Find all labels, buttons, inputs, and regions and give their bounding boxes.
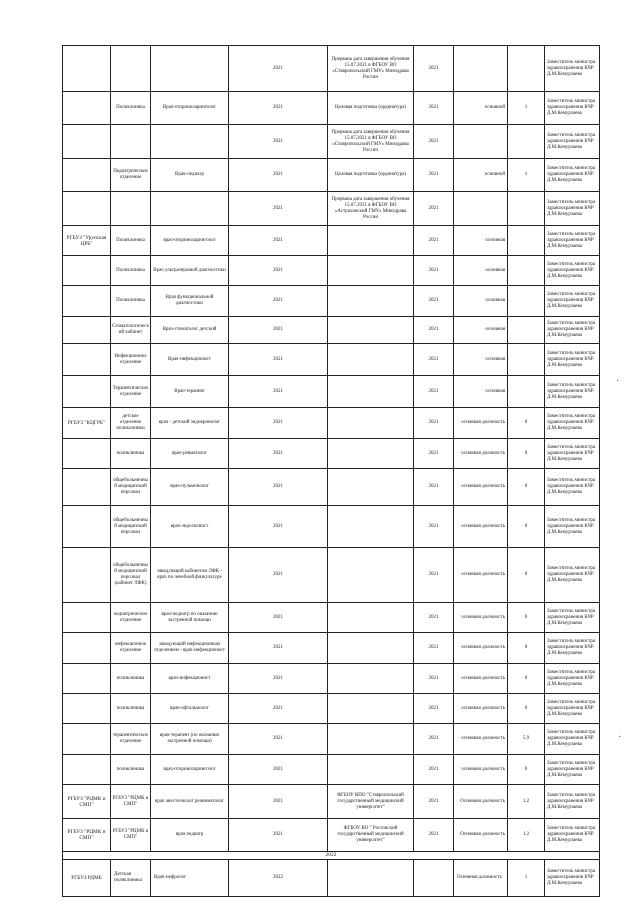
position-cell: врач-офтальмолог [151,694,229,724]
table-row [63,633,600,664]
year-cell: 2021 [229,548,328,603]
org-cell [63,469,111,506]
year-cell: 2021 [229,256,328,286]
unit-cell: Детская поликлиника [111,860,151,897]
kind-cell: основная должность [454,469,508,506]
org-cell [63,603,111,633]
position-cell: Врач-стоматолог детский [151,317,229,344]
reason-cell [328,724,414,755]
table-row [63,506,600,548]
signatory-cell: Заместитель министра здравоохранения КЧР Д.М.Кемурзаева [545,286,600,317]
signatory-cell: Заместитель министра здравоохранения КЧР Д.М.Кемурзаева [545,633,600,664]
unit-cell [111,46,151,92]
rate-cell: 1 [508,860,545,897]
rate-cell [508,256,545,286]
signatory-cell: Заместитель министра здравоохранения КЧР Д.М.Кемурзаева [545,755,600,785]
position-cell: врач - детский эндокринолог [151,408,229,439]
kind-cell: основная [454,376,508,408]
reason-cell: ФГБОУ ВПО "Ставропольский государственный медицинский университет" [328,785,414,819]
reason-cell [328,376,414,408]
vacancy-table [62,45,600,897]
year-cell: 2021 [229,376,328,408]
unit-cell: общебольничный медицинский персонал [111,506,151,548]
rate-cell [508,46,545,92]
start-year-cell: 2021 [414,469,454,506]
kind-cell: основной [454,159,508,192]
year-cell: 2021 [229,785,328,819]
year-cell: 2021 [229,46,328,92]
reason-cell [328,439,414,469]
org-cell [63,724,111,755]
position-cell: заведующий кабинетом ЛФК - врач по лечебной физкультуре [151,548,229,603]
position-cell: врач-пульмонолог [151,469,229,506]
start-year-cell: 2021 [414,724,454,755]
table-row [63,286,600,317]
position-cell: врач анестезиолог реаниматолог [151,785,229,819]
start-year-cell: 2021 [414,192,454,226]
signatory-cell: Заместитель министра здравоохранения КЧР Д.М.Кемурзаева [545,226,600,256]
unit-cell: инфекционное отделение [111,633,151,664]
signatory-cell: Заместитель министра здравоохранения КЧР Д.М.Кемурзаева [545,46,600,92]
unit-cell: общебольничный медицинский персонал (кабинет ЛФК) [111,548,151,603]
position-cell: врач-оториноларинголог [151,226,229,256]
org-cell [63,46,111,92]
org-cell [63,92,111,125]
rate-cell: 0 [508,633,545,664]
table-row [63,755,600,785]
org-cell: РГБУЗ "РЦМК и СМП" [63,785,111,819]
kind-cell: основной [454,92,508,125]
reason-cell [328,226,414,256]
year-cell: 2021 [229,344,328,376]
year-cell: 2021 [229,226,328,256]
year-cell: 2021 [229,286,328,317]
year-cell: 2021 [229,819,328,852]
year-cell: 2021 [229,439,328,469]
table-row [63,819,600,852]
year-cell: 2021 [229,633,328,664]
unit-cell: поликлиника [111,694,151,724]
start-year-cell: 2021 [414,439,454,469]
reason-cell: Целевая подготовка (ординатура) [328,92,414,125]
table-row [63,46,600,92]
position-cell: Врач-инфекционист [151,344,229,376]
kind-cell: основная должность [454,755,508,785]
start-year-cell [414,860,454,897]
kind-cell: основная должность [454,724,508,755]
org-cell [63,664,111,694]
org-cell [63,256,111,286]
kind-cell: основная должность [454,633,508,664]
signatory-cell: Заместитель министра здравоохранения КЧР Д.М.Кемурзаева [545,376,600,408]
unit-cell: Педиатрическое отделение [111,159,151,192]
position-cell: врач-эндоскопист [151,506,229,548]
reason-cell [328,286,414,317]
signatory-cell: Заместитель министра здравоохранения КЧР Д.М.Кемурзаева [545,724,600,755]
start-year-cell: 2021 [414,256,454,286]
position-cell: Врач ультразвуковой диагностики [151,256,229,286]
year-cell: 2021 [229,506,328,548]
kind-cell: Основная должность [454,785,508,819]
rate-cell: 1 [508,159,545,192]
year-cell: 2021 [229,755,328,785]
unit-cell: Поликлиника [111,226,151,256]
position-cell: врач-педиатр по оказанию экстренной помощи [151,603,229,633]
table-row [63,860,600,897]
table-row [63,125,600,159]
table-row [63,785,600,819]
reason-cell [328,469,414,506]
start-year-cell: 2021 [414,226,454,256]
year-cell: 2021 [229,317,328,344]
kind-cell: Основная должность [454,860,508,897]
rate-cell [508,317,545,344]
rate-cell: 0 [508,664,545,694]
scan-mark: · [618,732,622,743]
rate-cell: 1,2 [508,785,545,819]
rate-cell [508,344,545,376]
signatory-cell: Заместитель министра здравоохранения КЧР Д.М.Кемурзаева [545,548,600,603]
start-year-cell: 2021 [414,376,454,408]
kind-cell: основная [454,344,508,376]
signatory-cell: Заместитель министра здравоохранения КЧР Д.М.Кемурзаева [545,192,600,226]
kind-cell: основная должность [454,548,508,603]
org-cell [63,694,111,724]
year-cell: 2021 [229,603,328,633]
year-cell: 2021 [229,159,328,192]
reason-cell [328,506,414,548]
table-row [63,92,600,125]
reason-cell: Прервана дата завершения обучения 15.07.2021 в ФГБОУ ВО «Астраханский ГМУ» Минздрава России [328,192,414,226]
org-cell [63,317,111,344]
reason-cell: Прервана дата завершения обучения 15.07.2021 в ФГБОУ ВО «Ставропольский ГМУ» Минздрава России [328,125,414,159]
table-row [63,344,600,376]
position-cell [151,46,229,92]
table-row [63,317,600,344]
kind-cell [454,192,508,226]
rate-cell: 0 [508,469,545,506]
reason-cell [328,317,414,344]
start-year-cell: 2021 [414,408,454,439]
unit-cell: РГБУЗ "РЦМК и СМП" [111,785,151,819]
table-row [63,376,600,408]
signatory-cell: Заместитель министра здравоохранения КЧР Д.М.Кемурзаева [545,603,600,633]
kind-cell [454,46,508,92]
kind-cell: основная [454,256,508,286]
rate-cell [508,286,545,317]
reason-cell: ФГБОУ ВО " Ростовский государственный медицинский университет" [328,819,414,852]
rate-cell [508,226,545,256]
unit-cell: поликлиника [111,755,151,785]
unit-cell: Инфекционное отделение [111,344,151,376]
table-row [63,159,600,192]
start-year-cell: 2021 [414,819,454,852]
start-year-cell: 2021 [414,506,454,548]
unit-cell: терапевтическое отделение [111,724,151,755]
reason-cell [328,256,414,286]
table-row [63,256,600,286]
position-cell: врач-инфекционист [151,664,229,694]
year-cell: 2021 [229,694,328,724]
position-cell: врач-оториноларинголог [151,755,229,785]
start-year-cell: 2021 [414,159,454,192]
table-row [63,439,600,469]
org-cell [63,286,111,317]
rate-cell [508,125,545,159]
year-cell: 2021 [229,408,328,439]
reason-cell [328,860,414,897]
unit-cell [111,125,151,159]
table-row [63,664,600,694]
start-year-cell: 2021 [414,603,454,633]
reason-cell [328,633,414,664]
position-cell: врач-ревматолог [151,439,229,469]
year-cell: 2021 [229,92,328,125]
year-cell: 2021 [229,192,328,226]
org-cell [63,376,111,408]
start-year-cell: 2021 [414,633,454,664]
start-year-cell: 2021 [414,755,454,785]
unit-cell: Терапевтическое отделение [111,376,151,408]
rate-cell: 0 [508,408,545,439]
unit-cell: Поликлиника [111,92,151,125]
start-year-cell: 2021 [414,92,454,125]
year-cell: 2021 [229,469,328,506]
rate-cell: 0 [508,548,545,603]
unit-cell: общебольничный медицинский персонал [111,469,151,506]
signatory-cell: Заместитель министра здравоохранения КЧР Д.М.Кемурзаева [545,860,600,897]
rate-cell [508,376,545,408]
unit-cell: Поликлиника [111,256,151,286]
table-row [63,192,600,226]
position-cell [151,192,229,226]
start-year-cell: 2021 [414,664,454,694]
start-year-cell: 2021 [414,317,454,344]
org-cell: РГБУЗ "РЦМК и СМП" [63,819,111,852]
rate-cell: 0 [508,694,545,724]
reason-cell [328,664,414,694]
signatory-cell: Заместитель министра здравоохранения КЧР Д.М.Кемурзаева [545,469,600,506]
year-cell: 2021 [229,724,328,755]
org-cell [63,125,111,159]
org-cell: РГБУЗ "КЦГРБ" [63,408,111,439]
org-cell [63,192,111,226]
unit-cell: поликлиника [111,664,151,694]
position-cell: врач педиатр [151,819,229,852]
signatory-cell: Заместитель министра здравоохранения КЧР Д.М.Кемурзаева [545,344,600,376]
signatory-cell: Заместитель министра здравоохранения КЧР Д.М.Кемурзаева [545,664,600,694]
kind-cell: Основная должность [454,819,508,852]
unit-cell: РГБУЗ "РЦМК и СМП" [111,819,151,852]
reason-cell [328,408,414,439]
position-cell [151,125,229,159]
start-year-cell: 2021 [414,694,454,724]
start-year-cell: 2021 [414,125,454,159]
kind-cell: основная должность [454,694,508,724]
start-year-cell: 2021 [414,46,454,92]
signatory-cell: Заместитель министра здравоохранения КЧР Д.М.Кемурзаева [545,256,600,286]
position-cell: Врач-оториноларинголог [151,92,229,125]
kind-cell: основная должность [454,664,508,694]
start-year-cell: 2021 [414,785,454,819]
year-cell: 2022 [229,860,328,897]
start-year-cell: 2021 [414,344,454,376]
signatory-cell: Заместитель министра здравоохранения КЧР Д.М.Кемурзаева [545,439,600,469]
kind-cell: основная должность [454,408,508,439]
reason-cell [328,694,414,724]
position-cell: заведующий инфекционным отделением - врач-инфекционист [151,633,229,664]
rate-cell: 0 [508,506,545,548]
year-separator-row [63,852,600,860]
reason-cell [328,603,414,633]
rate-cell: 0 [508,439,545,469]
scan-mark: · [616,376,620,387]
start-year-cell: 2021 [414,548,454,603]
signatory-cell: Заместитель министра здравоохранения КЧР Д.М.Кемурзаева [545,408,600,439]
reason-cell [328,755,414,785]
year-separator: 2022 [63,852,600,860]
kind-cell: основная [454,317,508,344]
org-cell [63,755,111,785]
org-cell: РГБУЗ РДМБ [63,860,111,897]
signatory-cell: Заместитель министра здравоохранения КЧР Д.М.Кемурзаева [545,819,600,852]
kind-cell: основная должность [454,439,508,469]
kind-cell: основная [454,286,508,317]
rate-cell: 0 [508,755,545,785]
signatory-cell: Заместитель министра здравоохранения КЧР Д.М.Кемурзаева [545,92,600,125]
rate-cell: 1,2 [508,819,545,852]
unit-cell [111,192,151,226]
reason-cell: Прервана дата завершения обучения 15.07.2021 в ФГБОУ ВО «Ставропольский ГМУ» Минздрава России [328,46,414,92]
org-cell [63,159,111,192]
org-cell [63,439,111,469]
org-cell [63,548,111,603]
kind-cell [454,125,508,159]
signatory-cell: Заместитель министра здравоохранения КЧР Д.М.Кемурзаева [545,506,600,548]
signatory-cell: Заместитель министра здравоохранения КЧР Д.М.Кемурзаева [545,125,600,159]
signatory-cell: Заместитель министра здравоохранения КЧР Д.М.Кемурзаева [545,785,600,819]
unit-cell: педиатрическое отделение [111,603,151,633]
signatory-cell: Заместитель министра здравоохранения КЧР Д.М.Кемурзаева [545,317,600,344]
position-cell: Врач-терапевт [151,376,229,408]
year-cell: 2021 [229,125,328,159]
kind-cell: основная должность [454,506,508,548]
unit-cell: поликлиника [111,439,151,469]
org-cell [63,344,111,376]
kind-cell: основная [454,226,508,256]
table-row [63,469,600,506]
rate-cell: 1 [508,92,545,125]
rate-cell [508,192,545,226]
position-cell: врач-терапевт (по оказанию экстренной помощи) [151,724,229,755]
year-cell: 2021 [229,664,328,694]
table-row [63,408,600,439]
org-cell: РГБУЗ "Урупская ЦРБ" [63,226,111,256]
org-cell [63,633,111,664]
reason-cell [328,548,414,603]
unit-cell: Стоматологический кабинет [111,317,151,344]
kind-cell: основная должность [454,603,508,633]
signatory-cell: Заместитель министра здравоохранения КЧР Д.М.Кемурзаева [545,694,600,724]
position-cell: Врач функциональной диагностики [151,286,229,317]
table-row [63,603,600,633]
rate-cell: 0 [508,603,545,633]
start-year-cell: 2021 [414,286,454,317]
unit-cell: детское отделение поликлиники [111,408,151,439]
table-row [63,724,600,755]
signatory-cell: Заместитель министра здравоохранения КЧР Д.М.Кемурзаева [545,159,600,192]
position-cell: Врач-нефролог [151,860,229,897]
rate-cell: 5,9 [508,724,545,755]
table-row [63,548,600,603]
position-cell: Врач-педиатр [151,159,229,192]
unit-cell: Поликлиника [111,286,151,317]
table-row [63,694,600,724]
reason-cell [328,344,414,376]
table-row [63,226,600,256]
org-cell [63,506,111,548]
reason-cell: Целевая подготовка (ординатура) [328,159,414,192]
